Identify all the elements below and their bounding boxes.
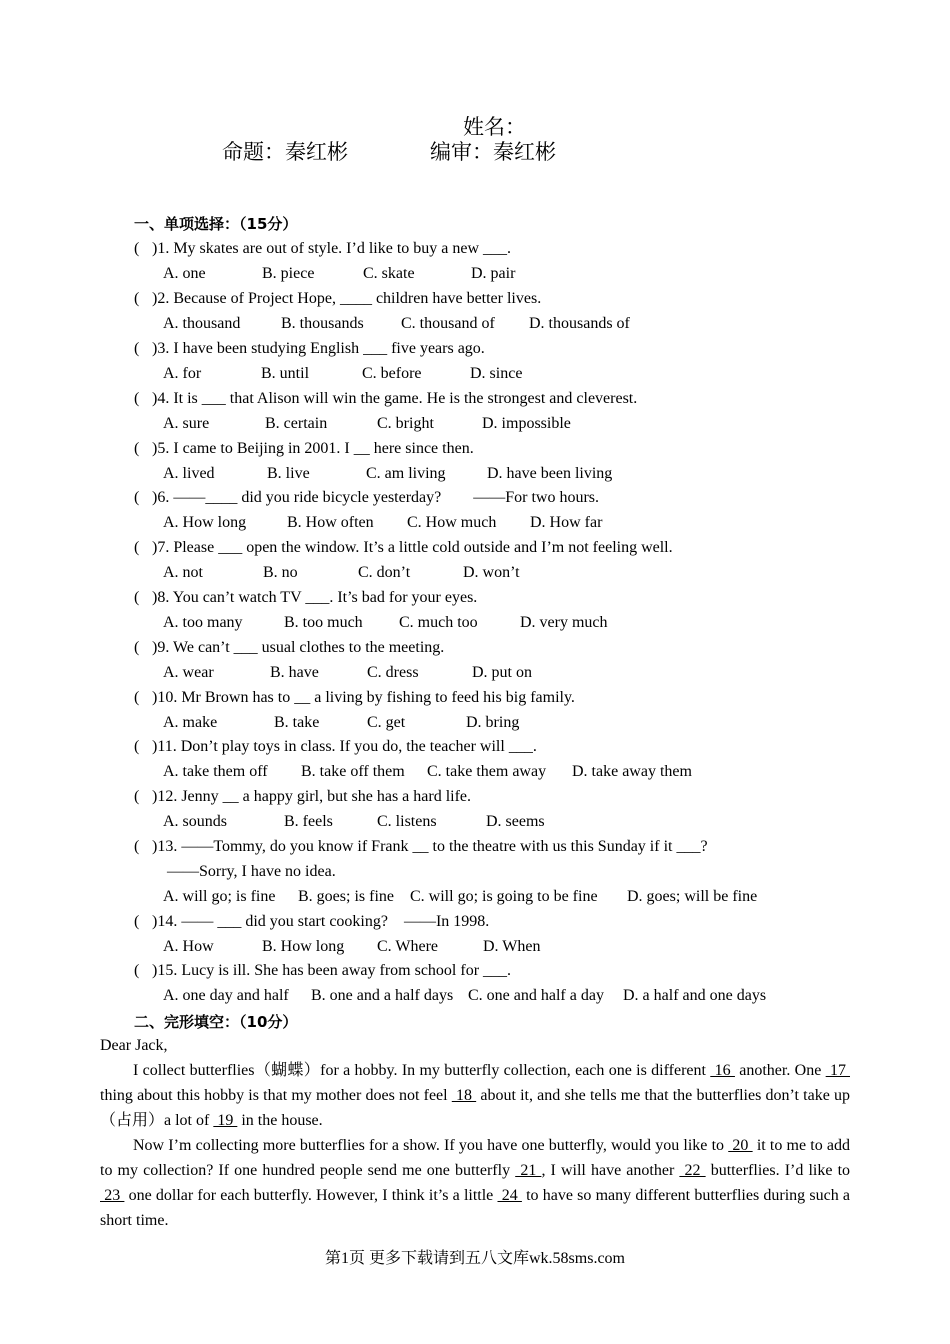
option-b: B. until bbox=[261, 365, 310, 382]
option-c: C. thousand of bbox=[401, 315, 495, 332]
question-stem: )3. I have been studying English ___ five years ago. bbox=[152, 340, 485, 357]
question-stem: )8. You can’t watch TV ___. It’s bad for your eyes. bbox=[152, 589, 478, 606]
option-c: C. listens bbox=[377, 813, 437, 830]
option-b: B. feels bbox=[284, 813, 333, 830]
page-footer: 第1页 更多下载请到五八文库wk.58sms.com bbox=[324, 1250, 625, 1267]
question-stem: )11. Don’t play toys in class. If you do, the teacher will ___. bbox=[152, 738, 537, 755]
option-d: D. impossible bbox=[482, 415, 571, 432]
question-stem: )14. —— ___ did you start cooking? ——In 1998. bbox=[152, 913, 490, 930]
option-b: B. How long bbox=[262, 938, 345, 955]
option-c: C. before bbox=[362, 365, 422, 382]
section2-title: 二、完形填空：（10分） bbox=[134, 1013, 298, 1031]
option-a: A. How long bbox=[163, 514, 247, 531]
text-run: thing about this hobby is that my mother does not feel bbox=[100, 1087, 452, 1104]
question-stem: )10. Mr Brown has to __ a living by fishing to feed his big family. bbox=[152, 689, 575, 706]
option-d: D. How far bbox=[530, 514, 603, 531]
option-a: A. thousand bbox=[163, 315, 241, 332]
text-run: Now I’m collecting more butterflies for a show. If you have one butterfly, would you like to bbox=[133, 1137, 729, 1154]
option-c: C. bright bbox=[377, 415, 434, 432]
question-14: ( )14. —— ___ did you start cooking? ——In 1998. bbox=[134, 913, 490, 930]
option-b: B. piece bbox=[262, 265, 315, 282]
question-10: ( )10. Mr Brown has to __ a living by fishing to feed his big family. bbox=[134, 689, 575, 706]
option-d: D. put on bbox=[472, 664, 532, 681]
question-13: ( )13. ——Tommy, do you know if Frank __ to the theatre with us this Sunday if it ___? bbox=[134, 838, 708, 855]
option-b: B. How often bbox=[287, 514, 374, 531]
question-13-reply: ——Sorry, I have no idea. bbox=[167, 863, 336, 880]
option-d: D. goes; will be fine bbox=[627, 888, 758, 905]
option-a: A. lived bbox=[163, 465, 215, 482]
question-8: ( )8. You can’t watch TV ___. It’s bad for your eyes. bbox=[134, 589, 478, 606]
blank-23: 23 bbox=[100, 1187, 125, 1204]
question-stem: )2. Because of Project Hope, ____ children have better lives. bbox=[152, 290, 542, 307]
option-b: B. no bbox=[263, 564, 298, 581]
option-d: D. When bbox=[483, 938, 541, 955]
text-run: it to me to add to my collection? If one hundred people send me one butterfly bbox=[100, 1137, 851, 1179]
text-run: another. One bbox=[734, 1062, 826, 1079]
option-b: B. certain bbox=[265, 415, 328, 432]
option-c: C. skate bbox=[363, 265, 415, 282]
blank-16: 16 bbox=[710, 1062, 735, 1079]
option-a: A. wear bbox=[163, 664, 214, 681]
option-a: A. sounds bbox=[163, 813, 228, 830]
text-run: I collect butterflies（蝴蝶）for a hobby. In my butterfly collection, each one is different bbox=[133, 1062, 711, 1079]
question-stem: )4. It is ___ that Alison will win the game. He is the strongest and cleverest. bbox=[152, 390, 638, 407]
text-run: , I will have another bbox=[541, 1162, 680, 1179]
option-b: B. live bbox=[267, 465, 310, 482]
option-b: B. take off them bbox=[301, 763, 405, 780]
option-a: A. for bbox=[163, 365, 202, 382]
text-run: about it, and she tells me that the butterflies don’t take up（占用）a lot of bbox=[100, 1087, 851, 1129]
text-run: butterflies. I’d like to bbox=[705, 1162, 851, 1179]
option-a: A. one day and half bbox=[163, 987, 289, 1004]
question-stem: )13. ——Tommy, do you know if Frank __ to the theatre with us this Sunday if it ___? bbox=[152, 838, 708, 855]
text-run: to have so many different butterflies during such a short time. bbox=[100, 1187, 851, 1229]
blank-21: 21 bbox=[515, 1162, 542, 1179]
question-4: ( )4. It is ___ that Alison will win the game. He is the strongest and cleverest. bbox=[134, 390, 638, 407]
option-a: A. take them off bbox=[163, 763, 268, 780]
option-a: A. make bbox=[163, 714, 218, 731]
question-2: ( )2. Because of Project Hope, ____ children have better lives. bbox=[134, 290, 542, 307]
option-d: D. take away them bbox=[572, 763, 692, 780]
option-d: D. since bbox=[470, 365, 523, 382]
question-3: ( )3. I have been studying English ___ five years ago. bbox=[134, 340, 485, 357]
cloze-paragraph-2 bbox=[100, 1133, 850, 1233]
cloze-paragraph-1 bbox=[100, 1058, 850, 1133]
question-6: ( )6. ——____ did you ride bicycle yesterday? ——For two hours. bbox=[134, 489, 600, 506]
option-b: B. one and a half days bbox=[311, 987, 454, 1004]
option-d: D. thousands of bbox=[529, 315, 630, 332]
option-a: A. How bbox=[163, 938, 214, 955]
option-c: C. don’t bbox=[358, 564, 411, 581]
option-b: B. have bbox=[270, 664, 319, 681]
option-c: C. get bbox=[367, 714, 406, 731]
question-stem: )1. My skates are out of style. I’d like to buy a new ___. bbox=[152, 240, 512, 257]
option-d: D. won’t bbox=[463, 564, 520, 581]
option-a: A. sure bbox=[163, 415, 210, 432]
option-a: A. too many bbox=[163, 614, 243, 631]
blank-24: 24 bbox=[497, 1187, 522, 1204]
question-stem: )5. I came to Beijing in 2001. I __ here since then. bbox=[152, 440, 474, 457]
question-stem: )9. We can’t ___ usual clothes to the meeting. bbox=[152, 639, 445, 656]
option-b: B. goes; is fine bbox=[298, 888, 394, 905]
question-5: ( )5. I came to Beijing in 2001. I __ here since then. bbox=[134, 440, 474, 457]
option-c: C. take them away bbox=[427, 763, 547, 780]
reviewer-line: 编审：秦红彬 bbox=[430, 140, 556, 164]
section1-title: 一、单项选择：（15分） bbox=[134, 215, 298, 233]
option-b: B. too much bbox=[284, 614, 363, 631]
option-d: D. very much bbox=[520, 614, 608, 631]
blank-19: 19 bbox=[213, 1112, 238, 1129]
option-b: B. thousands bbox=[281, 315, 364, 332]
option-c: C. Where bbox=[377, 938, 439, 955]
question-1: ( )1. My skates are out of style. I’d like to buy a new ___. bbox=[134, 240, 512, 257]
option-a: A. one bbox=[163, 265, 206, 282]
author-line: 命题：秦红彬 bbox=[222, 140, 348, 164]
blank-17: 17 bbox=[825, 1062, 850, 1079]
option-c: C. much too bbox=[399, 614, 478, 631]
option-a: A. not bbox=[163, 564, 203, 581]
question-7: ( )7. Please ___ open the window. It’s a little cold outside and I’m not feeling well. bbox=[134, 539, 673, 556]
question-12: ( )12. Jenny __ a happy girl, but she has a hard life. bbox=[134, 788, 472, 805]
question-15: ( )15. Lucy is ill. She has been away from school for ___. bbox=[134, 962, 512, 979]
option-d: D. pair bbox=[471, 265, 516, 282]
blank-18: 18 bbox=[451, 1087, 477, 1104]
question-9: ( )9. We can’t ___ usual clothes to the meeting. bbox=[134, 639, 445, 656]
option-a: A. will go; is fine bbox=[163, 888, 276, 905]
option-d: D. seems bbox=[486, 813, 545, 830]
question-stem: )15. Lucy is ill. She has been away from school for ___. bbox=[152, 962, 512, 979]
text-run: in the house. bbox=[237, 1112, 323, 1129]
question-stem: )7. Please ___ open the window. It’s a little cold outside and I’m not feeling well. bbox=[152, 539, 673, 556]
blank-22: 22 bbox=[679, 1162, 706, 1179]
option-d: D. bring bbox=[466, 714, 520, 731]
option-c: C. How much bbox=[407, 514, 497, 531]
option-c: C. am living bbox=[366, 465, 446, 482]
option-c: C. will go; is going to be fine bbox=[410, 888, 598, 905]
blank-20: 20 bbox=[728, 1137, 753, 1154]
option-c: C. dress bbox=[367, 664, 419, 681]
question-stem: )12. Jenny __ a happy girl, but she has a hard life. bbox=[152, 788, 472, 805]
letter-greeting: Dear Jack, bbox=[100, 1037, 168, 1054]
question-stem: )6. ——____ did you ride bicycle yesterday? ——For two hours. bbox=[152, 489, 600, 506]
option-b: B. take bbox=[274, 714, 320, 731]
question-11: ( )11. Don’t play toys in class. If you do, the teacher will ___. bbox=[134, 738, 537, 755]
option-d: D. a half and one days bbox=[623, 987, 767, 1004]
option-c: C. one and half a day bbox=[468, 987, 604, 1004]
name-label: 姓名： bbox=[463, 115, 526, 139]
option-d: D. have been living bbox=[487, 465, 613, 482]
text-run: one dollar for each butterfly. However, I think it’s a little bbox=[124, 1187, 498, 1204]
